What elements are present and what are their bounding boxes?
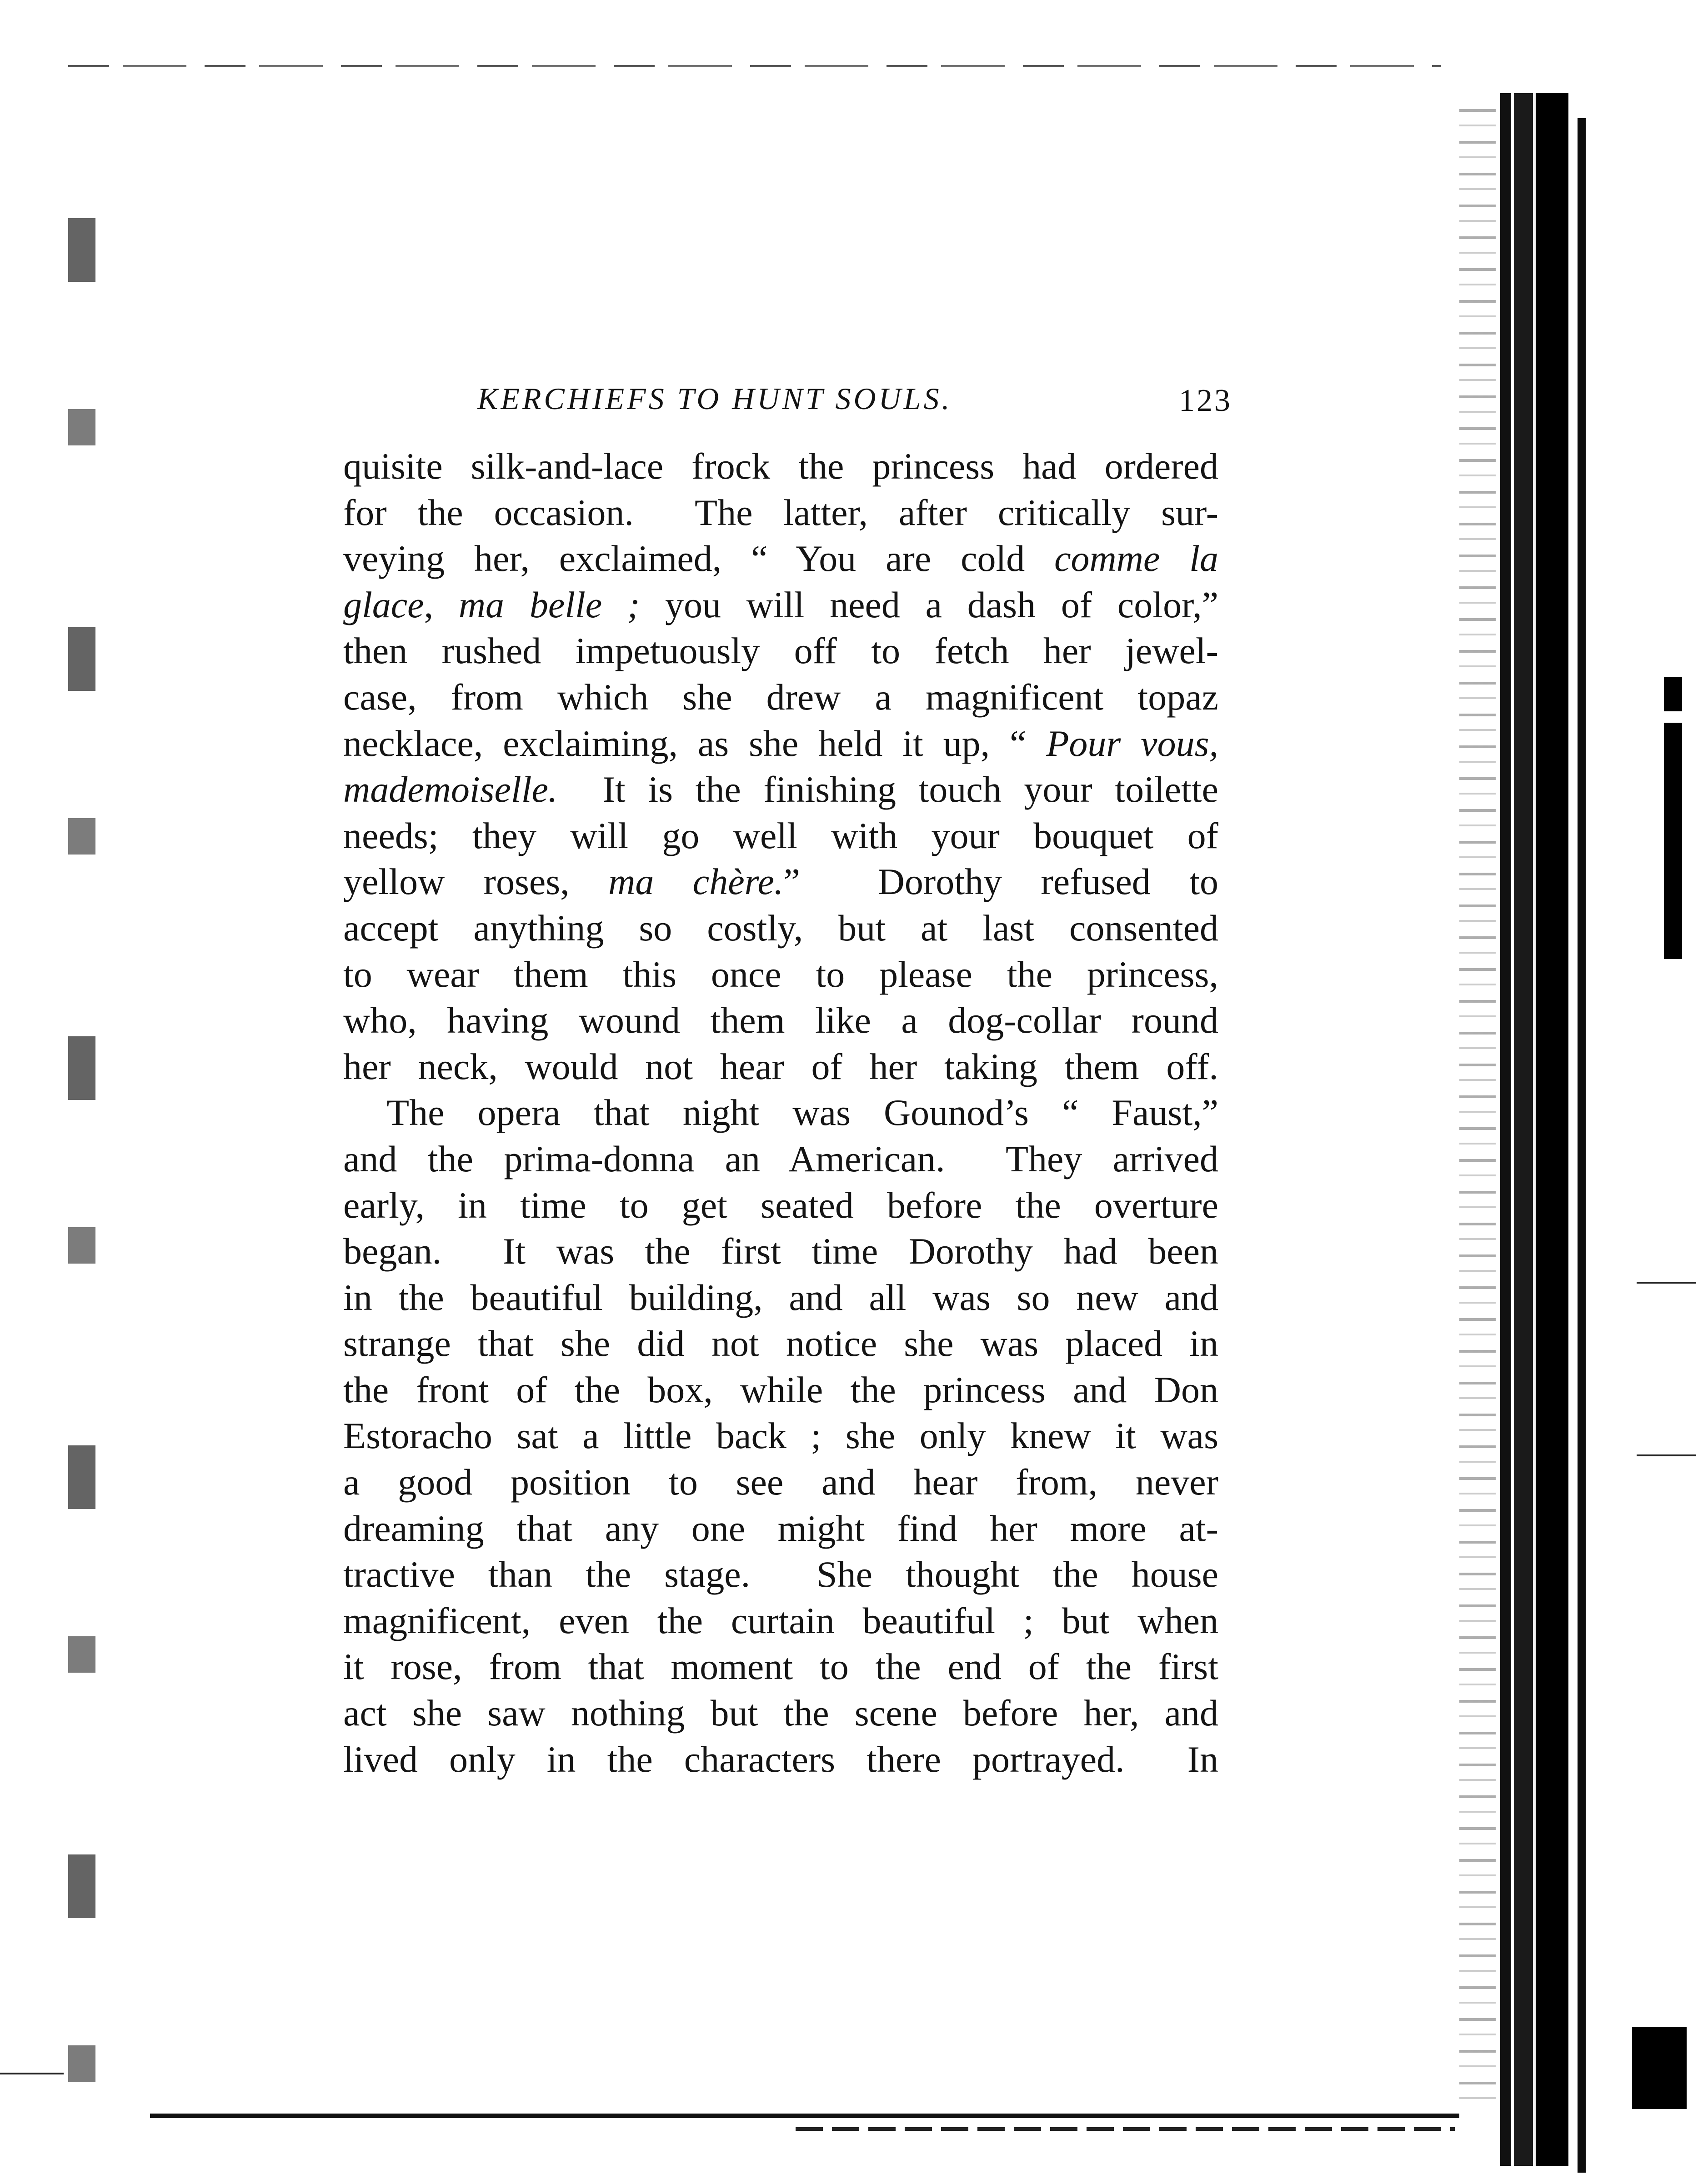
scan-top-rule (68, 65, 1441, 67)
text-run: case, from which she drew a magnificent topaz (343, 676, 1218, 718)
text-run: it rose, from that moment to the end of the first (343, 1646, 1218, 1688)
text-line (343, 1044, 1218, 1090)
text-line (343, 674, 1218, 720)
book-spine-right-edge (1578, 118, 1586, 2173)
running-header (477, 373, 1232, 427)
running-title: KERCHIEFS TO HUNT SOULS. (477, 381, 952, 416)
text-line (343, 535, 1218, 582)
text-line (343, 859, 1218, 905)
scan-edge-dash-3 (0, 2073, 64, 2074)
text-run: act she saw nothing but the scene before her, and (343, 1692, 1218, 1734)
text-line (343, 582, 1218, 628)
scan-bottom-rule (150, 2114, 1459, 2118)
text-run: and the prima-donna an American. They arrived (343, 1138, 1218, 1179)
text-line (343, 905, 1218, 951)
text-line (343, 1644, 1218, 1690)
text-line (343, 813, 1218, 859)
text-line (343, 1690, 1218, 1736)
text-line (343, 1090, 1218, 1136)
italic-phrase: ma belle ; (458, 584, 640, 625)
body-text (343, 443, 1218, 1782)
text-line (343, 1320, 1218, 1367)
text-line (343, 490, 1218, 536)
text-run: you will need a dash of color,” (640, 584, 1219, 625)
scan-bottom-rule-2 (796, 2127, 1455, 2131)
text-line (343, 1551, 1218, 1598)
text-line (343, 1136, 1218, 1182)
text-line (343, 951, 1218, 998)
text-run: It is the finishing touch your toilette (557, 769, 1218, 810)
text-run: necklace, exclaiming, as she held it up, “ (343, 722, 1047, 764)
text-run: then rushed impetuously off to fetch her jewel- (343, 630, 1218, 672)
text-run: for the occasion. The latter, after critically sur- (343, 491, 1218, 533)
italic-phrase: ma chère. (608, 861, 784, 903)
text-line (343, 1182, 1218, 1229)
text-run: tractive than the stage. She thought the house (343, 1554, 1218, 1595)
text-run: early, in time to get seated before the overture (343, 1184, 1218, 1226)
italic-phrase: comme la (1054, 538, 1218, 580)
text-run: needs; they will go well with your bouquet of (343, 815, 1218, 856)
page-number: 123 (1179, 383, 1232, 418)
text-run: began. It was the first time Dorothy had been (343, 1230, 1218, 1272)
text-run: her neck, would not hear of her taking them off. (343, 1045, 1218, 1087)
text-line (343, 997, 1218, 1044)
scan-edge-block-2 (1664, 723, 1682, 959)
text-run: a good position to see and hear from, never (343, 1461, 1218, 1503)
scan-spine-specks (1459, 109, 1496, 2109)
italic-phrase: glace (343, 584, 424, 625)
text-run: ” Dorothy refused to (783, 861, 1218, 903)
text-run: accept anything so costly, but at last consented (343, 907, 1218, 949)
text-line (343, 443, 1218, 490)
text-line (343, 628, 1218, 674)
text-line (343, 720, 1218, 767)
text-run: lived only in the characters there portrayed. In (343, 1738, 1218, 1780)
text-line (343, 1228, 1218, 1274)
scan-edge-block-1 (1664, 677, 1682, 711)
text-line (343, 766, 1218, 813)
text-run: veying her, exclaimed, “ You are cold (343, 538, 1055, 580)
text-run: magnificent, even the curtain beautiful ; but when (343, 1599, 1218, 1641)
italic-phrase: Pour vous, (1046, 722, 1218, 764)
text-run: in the beautiful building, and all was so new and (343, 1276, 1218, 1318)
text-line (343, 1736, 1218, 1783)
text-run: strange that she did not notice she was placed in (343, 1323, 1218, 1364)
scan-edge-dash-2 (1637, 1454, 1696, 1456)
text-run: to wear them this once to please the princess, (343, 953, 1218, 995)
text-run: yellow roses, (343, 861, 609, 903)
text-line (343, 1274, 1218, 1321)
text-line (343, 1367, 1218, 1413)
text-run: Estoracho sat a little back ; she only knew it was (343, 1415, 1218, 1457)
text-run: , (424, 584, 459, 625)
italic-phrase: mademoiselle. (343, 769, 558, 810)
text-line (343, 1413, 1218, 1459)
scan-edge-dash-1 (1637, 1282, 1696, 1284)
book-spine-edge (1500, 93, 1568, 2166)
text-run: quisite silk-and-lace frock the princess had ordered (343, 445, 1218, 487)
scan-edge-block-3 (1632, 2027, 1687, 2109)
text-run: The opera that night was Gounod’s “ Faust,” (386, 1092, 1218, 1134)
text-line (343, 1598, 1218, 1644)
text-line (343, 1459, 1218, 1505)
text-run: the front of the box, while the princess and Don (343, 1369, 1218, 1410)
text-line (343, 1505, 1218, 1552)
text-run: dreaming that any one might find her more at- (343, 1507, 1218, 1549)
text-run: who, having wound them like a dog-collar round (343, 1000, 1218, 1041)
scan-left-edge-marks (68, 218, 95, 2104)
